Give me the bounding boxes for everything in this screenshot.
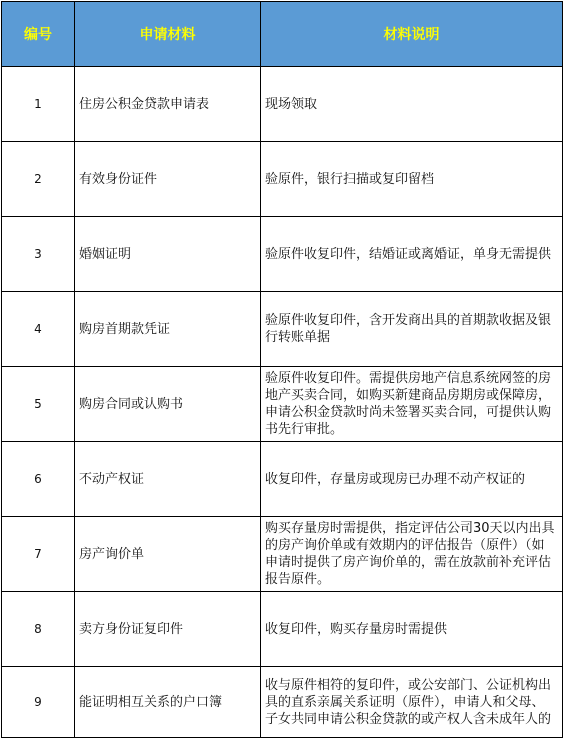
row-description: 现场领取 xyxy=(261,67,563,142)
table-row xyxy=(2,217,563,292)
row-number: 1 xyxy=(2,67,75,142)
header-description: 材料说明 xyxy=(261,2,563,67)
row-material: 不动产权证 xyxy=(75,442,261,517)
table-row xyxy=(2,517,563,592)
materials-table xyxy=(1,1,563,738)
row-description: 验原件收复印件，结婚证或离婚证，单身无需提供 xyxy=(261,217,563,292)
row-material: 住房公积金贷款申请表 xyxy=(75,67,261,142)
row-number: 2 xyxy=(2,142,75,217)
row-material: 购房合同或认购书 xyxy=(75,367,261,442)
row-number: 9 xyxy=(2,667,75,738)
row-description: 收复印件，存量房或现房已办理不动产权证的 xyxy=(261,442,563,517)
row-description: 收与原件相符的复印件，或公安部门、公证机构出具的直系亲属关系证明（原件），申请人和父母、子女共同申请公积金贷款的或产权人含未成年人的 xyxy=(261,667,563,738)
row-material: 卖方身份证复印件 xyxy=(75,592,261,667)
row-number: 4 xyxy=(2,292,75,367)
table-row xyxy=(2,667,563,738)
table-row xyxy=(2,67,563,142)
row-description: 验原件收复印件。需提供房地产信息系统网签的房地产买卖合同，如购买新建商品房期房或保障房，申请公积金贷款时尚未签署买卖合同，可提供认购书先行审批。 xyxy=(261,367,563,442)
row-material: 婚姻证明 xyxy=(75,217,261,292)
row-number: 5 xyxy=(2,367,75,442)
row-number: 7 xyxy=(2,517,75,592)
row-description: 验原件收复印件，含开发商出具的首期款收据及银行转账单据 xyxy=(261,292,563,367)
row-material: 能证明相互关系的户口簿 xyxy=(75,667,261,738)
row-number: 8 xyxy=(2,592,75,667)
row-number: 3 xyxy=(2,217,75,292)
table-row xyxy=(2,292,563,367)
row-material: 有效身份证件 xyxy=(75,142,261,217)
row-description: 验原件，银行扫描或复印留档 xyxy=(261,142,563,217)
table-row xyxy=(2,592,563,667)
row-description: 购买存量房时需提供，指定评估公司30天以内出具的房产询价单或有效期内的评估报告（原件）（如申请时提供了房产询价单的，需在放款前补充评估报告原件。 xyxy=(261,517,563,592)
table-row xyxy=(2,442,563,517)
row-description: 收复印件，购买存量房时需提供 xyxy=(261,592,563,667)
row-material: 房产询价单 xyxy=(75,517,261,592)
table-row xyxy=(2,367,563,442)
header-number: 编号 xyxy=(2,2,75,67)
header-material: 申请材料 xyxy=(75,2,261,67)
table-header-row xyxy=(2,2,563,67)
table-row xyxy=(2,142,563,217)
row-material: 购房首期款凭证 xyxy=(75,292,261,367)
row-number: 6 xyxy=(2,442,75,517)
